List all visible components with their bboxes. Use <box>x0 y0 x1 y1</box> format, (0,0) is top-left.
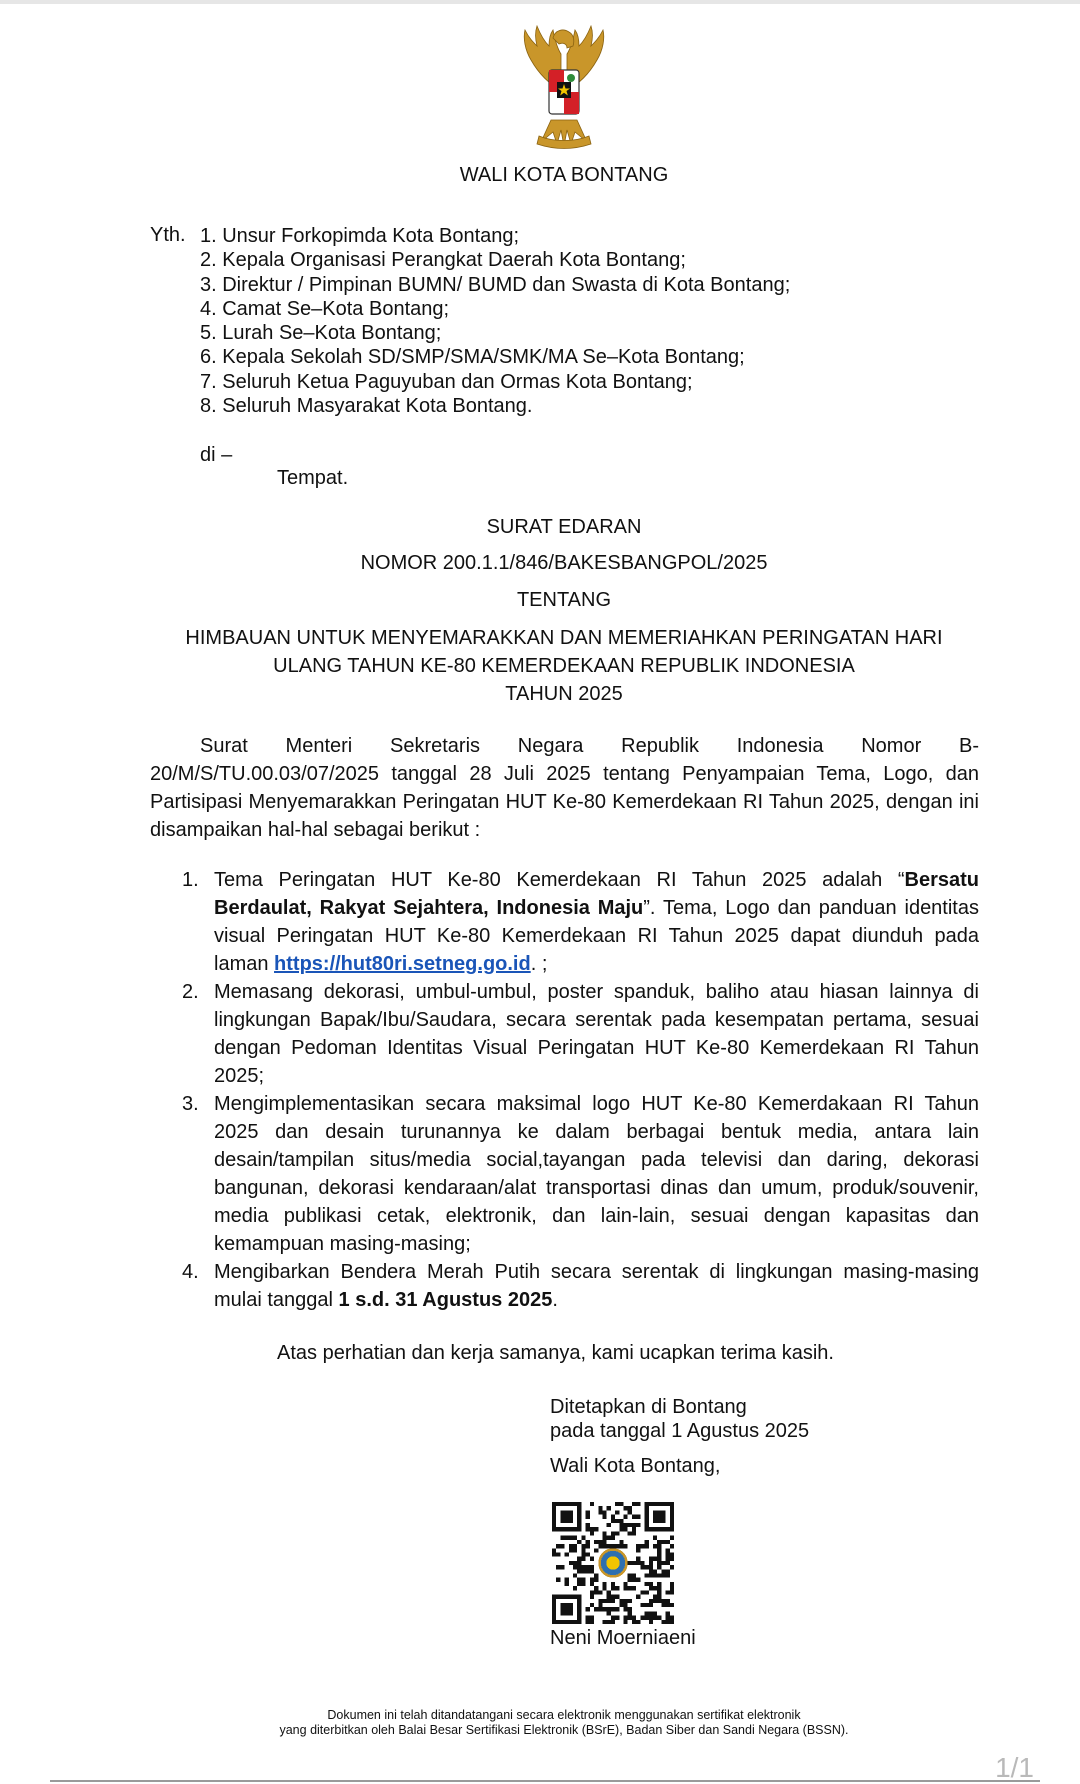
list-item <box>150 978 979 1090</box>
list-item: 8. Seluruh Masyarakat Kota Bontang. <box>200 395 533 418</box>
list-item <box>150 1258 979 1314</box>
closing-sentence: Atas perhatian dan kerja samanya, kami ucapkan terima kasih. <box>277 1342 834 1364</box>
subject-line: HIMBAUAN UNTUK MENYEMARAKKAN DAN MEMERIAHKAN PERINGATAN HARI <box>185 627 943 649</box>
list-item: 3. Direktur / Pimpinan BUMN/ BUMD dan Swasta di Kota Bontang; <box>200 273 791 296</box>
footer-note: yang diterbitkan oleh Balai Besar Sertifikasi Elektronik (BSrE), Badan Siber dan Sandi Negara (BSSN). <box>279 1723 849 1737</box>
item-text: Memasang dekorasi, umbul-umbul, poster spanduk, baliho atau hiasan lainnya di lingkungan Bapak/Ibu/Saudara, secara serentak pada kesempatan pertama, sesuai dengan Pedoman Identitas Visual Peringatan HUT Ke-80 Kemerdekaan RI Tahun 2025; <box>214 981 979 1087</box>
item-number: 1. <box>182 869 199 891</box>
signature-qr-code-icon <box>552 1502 674 1624</box>
garuda-pancasila-emblem-icon <box>497 24 631 158</box>
circular-about: TENTANG <box>516 589 612 611</box>
item-number: 4. <box>182 1261 199 1283</box>
addressee-place: Tempat. <box>277 467 349 489</box>
list-item <box>150 866 979 978</box>
signature-role: Wali Kota Bontang, <box>550 1455 721 1477</box>
list-item <box>150 1090 979 1258</box>
page-bottom-divider <box>50 1780 1040 1782</box>
hut80-link[interactable]: https://hut80ri.setneg.go.id <box>274 953 531 975</box>
intro-paragraph: Surat Menteri Sekretaris Negara Republik Indonesia Nomor B-20/M/S/TU.00.03/07/2025 tanggal 28 Juli 2025 tentang Penyampaian Tema, Logo, dan Partisipasi Menyemarakkan Peringatan HUT Ke-80 Kemerdekaan RI Tahun 2025, dengan ini disampaikan hal-hal sebagai berikut : <box>150 735 979 841</box>
signature-place: Ditetapkan di Bontang <box>550 1396 747 1418</box>
signature-date: pada tanggal 1 Agustus 2025 <box>550 1420 810 1442</box>
instruction-list <box>150 866 979 1314</box>
theme-bold-text: Bersatu Berdaulat, Rakyat Sejahtera, Indonesia Maju <box>214 869 979 919</box>
subject-line: ULANG TAHUN KE-80 KEMERDEKAAN REPUBLIK INDONESIA <box>273 655 855 677</box>
subject-line: TAHUN 2025 <box>505 683 623 705</box>
date-bold-text: 1 s.d. 31 Agustus 2025 <box>338 1289 553 1311</box>
item-number: 3. <box>182 1093 199 1115</box>
item-text: . <box>552 1289 558 1311</box>
item-text: ”. Tema, Logo dan panduan identitas visual Peringatan HUT Ke-80 Kemerdekaan RI Tahun 2025 dapat diunduh pada laman <box>214 897 979 975</box>
list-item: 2. Kepala Organisasi Perangkat Daerah Kota Bontang; <box>200 249 686 272</box>
circular-title: SURAT EDARAN <box>486 516 642 538</box>
addressee-di: di – <box>200 444 233 466</box>
list-item: 5. Lurah Se–Kota Bontang; <box>200 322 442 345</box>
list-item: 1. Unsur Forkopimda Kota Bontang; <box>200 225 520 247</box>
page-indicator: 1/1 <box>995 1752 1034 1783</box>
item-text: Tema Peringatan HUT Ke-80 Kemerdekaan RI Tahun 2025 adalah “ <box>214 869 905 891</box>
item-number: 2. <box>182 981 199 1003</box>
item-text: . ; <box>530 953 548 975</box>
list-item: 4. Camat Se–Kota Bontang; <box>200 297 450 320</box>
list-item: 6. Kepala Sekolah SD/SMP/SMA/SMK/MA Se–Kota Bontang; <box>200 346 745 369</box>
list-item: 7. Seluruh Ketua Paguyuban dan Ormas Kota Bontang; <box>200 370 693 393</box>
signer-name: Neni Moerniaeni <box>550 1627 696 1649</box>
item-text: Mengimplementasikan secara maksimal logo HUT Ke-80 Kemerdakaan RI Tahun 2025 dan desain turunannya ke dalam berbagai bentuk media, antara lain desain/tampilan situs/media social,tayangan pada televisi dan daring, dekorasi bangunan, dekorasi kendaraan/alat transportasi dinas dan umum, produk/souvenir, media publikasi cetak, elektronik, dan lain-lain, sesuai dengan kapasitas dan kemampuan masing-masing; <box>214 1093 979 1255</box>
top-divider <box>0 0 1080 4</box>
circular-subject <box>0 624 1080 708</box>
addressee-label: Yth. <box>150 224 186 246</box>
addressee-list <box>200 224 790 418</box>
circular-number: NOMOR 200.1.1/846/BAKESBANGPOL/2025 <box>360 552 768 574</box>
item-text: Mengibarkan Bendera Merah Putih secara serentak di lingkungan masing-masing mulai tanggal <box>214 1261 979 1311</box>
footer-note: Dokumen ini telah ditandatangani secara elektronik menggunakan sertifikat elektronik <box>327 1708 801 1722</box>
office-title: WALI KOTA BONTANG <box>459 164 669 186</box>
